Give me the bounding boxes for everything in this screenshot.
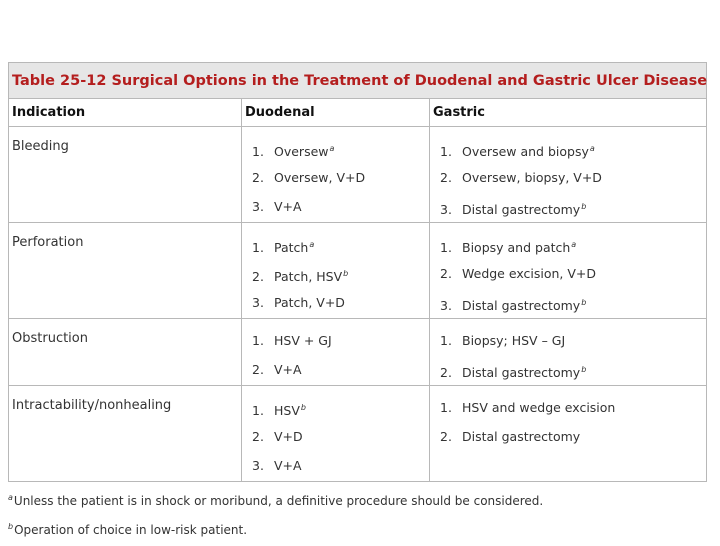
table-footnotes — [8, 488, 543, 546]
option-item: 3. Distal gastrectomy$^b$ — [440, 202, 587, 217]
duodenal-cell — [242, 386, 430, 481]
option-item: 1. Biopsy and patch$^a$ — [440, 240, 577, 255]
option-item: 1. Patch$^a$ — [252, 240, 315, 255]
indication-cell: Bleeding — [9, 127, 242, 222]
duodenal-cell — [242, 223, 430, 318]
header-gastric: Gastric — [433, 105, 485, 120]
table-row — [9, 319, 706, 386]
option-item: 2. Oversew, V+D — [252, 170, 366, 185]
table-grid — [9, 99, 706, 481]
indication-cell: Intractability/nonhealing — [9, 386, 242, 481]
option-item: 2. Distal gastrectomy — [440, 429, 581, 444]
option-item: 2. Wedge excision, V+D — [440, 266, 596, 281]
gastric-cell — [430, 319, 706, 385]
option-item: 3. V+A — [252, 458, 302, 473]
header-duodenal: Duodenal — [242, 99, 430, 126]
header-indication: Indication — [9, 99, 242, 126]
indication-cell: Obstruction — [9, 319, 242, 385]
table-header-row — [9, 99, 706, 127]
table-row — [9, 127, 706, 223]
option-item: 2. Oversew, biopsy, V+D — [440, 170, 602, 185]
gastric-cell — [430, 127, 706, 222]
indication-cell: Perforation — [9, 223, 242, 318]
option-item: 2. Patch, HSV$^b$ — [252, 269, 349, 284]
table-row — [9, 223, 706, 319]
option-item: 1. HSV$^b$ — [252, 403, 306, 418]
option-item: 1. Oversew$^a$ — [252, 144, 335, 159]
gastric-cell — [430, 386, 706, 481]
option-item: 3. Distal gastrectomy$^b$ — [440, 298, 587, 313]
surgical-options-table — [8, 62, 707, 482]
gastric-cell — [430, 223, 706, 318]
option-item: 1. Biopsy; HSV – GJ — [440, 333, 566, 348]
option-item: 2. V+D — [252, 429, 303, 444]
option-item: 1. HSV and wedge excision — [440, 400, 616, 415]
option-item: 1. HSV + GJ — [252, 333, 332, 348]
table-title: Table 25-12 Surgical Options in the Treatment of Duodenal and Gastric Ulcer Disease — [9, 63, 706, 99]
duodenal-cell — [242, 127, 430, 222]
option-item: 2. Distal gastrectomy$^b$ — [440, 365, 587, 380]
footnote-a: $^a$Unless the patient is in shock or moribund, a definitive procedure should be considered. — [8, 493, 544, 508]
option-item: 1. Oversew and biopsy$^a$ — [440, 144, 595, 159]
footnote-b: $^b$Operation of choice in low-risk patient. — [8, 522, 248, 537]
table-row — [9, 386, 706, 481]
duodenal-cell — [242, 319, 430, 385]
option-item: 3. Patch, V+D — [252, 295, 345, 310]
option-item: 3. V+A — [252, 199, 302, 214]
option-item: 2. V+A — [252, 362, 302, 377]
